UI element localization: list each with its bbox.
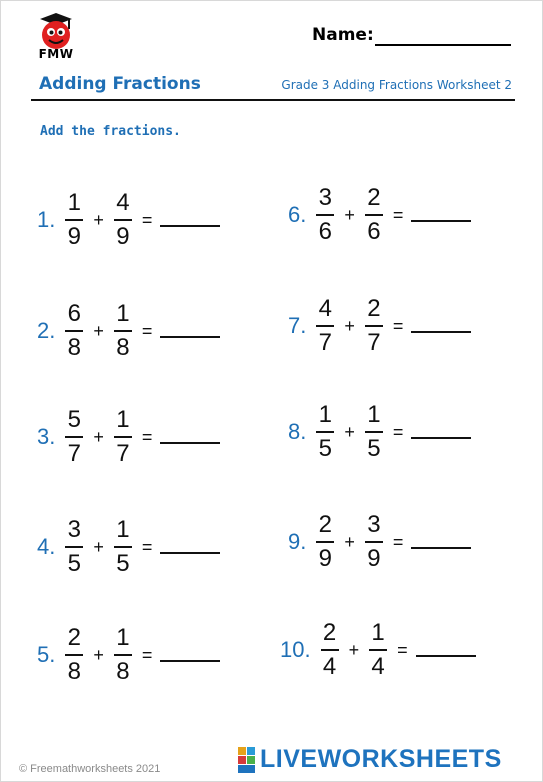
numerator: 2 <box>367 295 381 322</box>
denominator: 7 <box>367 329 381 356</box>
fraction-bar <box>369 649 387 651</box>
fraction-bar <box>114 219 132 221</box>
answer-blank[interactable] <box>160 336 220 338</box>
denominator: 9 <box>318 545 333 572</box>
numerator: 4 <box>318 295 333 322</box>
fraction-bar <box>316 325 334 327</box>
problem-2 <box>37 291 220 371</box>
numerator: 1 <box>318 401 333 428</box>
equals-sign: = <box>141 320 153 341</box>
numerator: 3 <box>67 516 82 543</box>
problem-number: 4. <box>37 534 56 559</box>
problem-10 <box>280 610 476 690</box>
plus-sign: + <box>344 315 355 336</box>
fraction-bar <box>365 214 383 216</box>
answer-blank[interactable] <box>160 660 220 662</box>
instructions: Add the fractions. <box>40 124 181 139</box>
page-title: Adding Fractions <box>39 74 201 94</box>
fraction-bar <box>65 546 83 548</box>
numerator: 1 <box>116 516 130 543</box>
answer-blank[interactable] <box>160 225 220 227</box>
denominator: 6 <box>318 218 333 245</box>
fraction-bar <box>365 325 383 327</box>
page-subtitle: Grade 3 Adding Fractions Worksheet 2 <box>281 78 512 92</box>
fraction <box>112 624 134 686</box>
answer-blank[interactable] <box>411 437 471 439</box>
numerator: 1 <box>116 624 130 651</box>
numerator: 1 <box>116 300 130 327</box>
problem-5 <box>37 615 220 695</box>
fraction-bar <box>316 214 334 216</box>
problem-4 <box>37 507 220 587</box>
equals-sign: = <box>141 209 153 230</box>
header-divider <box>31 99 515 101</box>
equals-sign: = <box>392 531 404 552</box>
numerator: 2 <box>367 184 381 211</box>
fraction <box>63 189 85 251</box>
answer-blank[interactable] <box>411 547 471 549</box>
fraction <box>314 184 336 246</box>
fraction <box>112 300 134 362</box>
fraction <box>112 189 134 251</box>
plus-sign: + <box>93 320 104 341</box>
numerator: 5 <box>67 406 82 433</box>
denominator: 6 <box>367 218 381 245</box>
problem-1 <box>37 180 220 260</box>
denominator: 8 <box>116 658 130 685</box>
fraction-bar <box>365 541 383 543</box>
equals-sign: = <box>392 315 404 336</box>
numerator: 2 <box>318 511 333 538</box>
fraction-bar <box>65 654 83 656</box>
equals-sign: = <box>141 644 153 665</box>
denominator: 5 <box>367 435 381 462</box>
problem-number: 6. <box>288 202 307 227</box>
numerator: 1 <box>371 619 385 646</box>
plus-sign: + <box>93 536 104 557</box>
denominator: 4 <box>322 653 337 680</box>
problem-number: 3. <box>37 424 56 449</box>
plus-sign: + <box>344 204 355 225</box>
denominator: 8 <box>67 334 82 361</box>
plus-sign: + <box>93 209 104 230</box>
denominator: 9 <box>367 545 381 572</box>
denominator: 7 <box>318 329 333 356</box>
fraction <box>63 406 85 468</box>
problem-number: 1. <box>37 207 56 232</box>
numerator: 3 <box>318 184 333 211</box>
problem-number: 9. <box>288 529 307 554</box>
brand-text: LIVEWORKSHEETS <box>260 745 502 773</box>
fraction-bar <box>114 546 132 548</box>
equals-sign: = <box>141 536 153 557</box>
problem-7 <box>288 286 471 366</box>
numerator: 1 <box>67 189 82 216</box>
fraction-bar <box>365 431 383 433</box>
answer-blank[interactable] <box>160 442 220 444</box>
denominator: 7 <box>116 440 130 467</box>
plus-sign: + <box>348 639 360 660</box>
problem-number: 8. <box>288 419 307 444</box>
problem-8 <box>288 392 471 472</box>
fraction-bar <box>114 330 132 332</box>
plus-sign: + <box>344 531 355 552</box>
fraction-bar <box>316 431 334 433</box>
fraction <box>314 401 336 463</box>
equals-sign: = <box>141 426 153 447</box>
numerator: 4 <box>116 189 130 216</box>
numerator: 2 <box>67 624 82 651</box>
denominator: 8 <box>116 334 130 361</box>
logo-text: FMW <box>38 47 74 61</box>
numerator: 1 <box>116 406 130 433</box>
denominator: 5 <box>318 435 333 462</box>
fraction <box>319 619 341 681</box>
fraction <box>367 619 389 681</box>
problem-6 <box>288 175 471 255</box>
equals-sign: = <box>397 639 408 660</box>
fraction <box>363 184 385 246</box>
fraction-bar <box>316 541 334 543</box>
copyright-text: © Freemathworksheets 2021 <box>19 763 161 775</box>
problem-number: 10. <box>280 637 311 662</box>
name-label: Name: <box>312 25 374 45</box>
fraction-bar <box>114 654 132 656</box>
denominator: 5 <box>116 550 130 577</box>
problem-number: 7. <box>288 313 307 338</box>
denominator: 8 <box>67 658 82 685</box>
name-field[interactable] <box>375 44 511 46</box>
fraction-bar <box>65 436 83 438</box>
fraction-bar <box>65 330 83 332</box>
denominator: 9 <box>116 223 130 250</box>
numerator: 6 <box>67 300 82 327</box>
plus-sign: + <box>93 426 104 447</box>
answer-blank[interactable] <box>416 655 476 657</box>
denominator: 7 <box>67 440 82 467</box>
problem-9 <box>288 502 471 582</box>
problem-number: 5. <box>37 642 56 667</box>
numerator: 3 <box>367 511 381 538</box>
equals-sign: = <box>392 421 404 442</box>
numerator: 2 <box>322 619 337 646</box>
liveworksheets-brand[interactable] <box>238 745 502 774</box>
equals-sign: = <box>392 204 404 225</box>
fraction-bar <box>321 649 339 651</box>
fraction <box>63 516 85 578</box>
denominator: 4 <box>371 653 385 680</box>
fraction <box>63 300 85 362</box>
denominator: 5 <box>67 550 82 577</box>
fraction-bar <box>114 436 132 438</box>
denominator: 9 <box>67 223 82 250</box>
problem-number: 2. <box>37 318 56 343</box>
fraction <box>363 401 385 463</box>
fraction <box>363 511 385 573</box>
plus-sign: + <box>344 421 355 442</box>
numerator: 1 <box>367 401 381 428</box>
fraction <box>63 624 85 686</box>
answer-blank[interactable] <box>160 552 220 554</box>
fraction <box>314 295 336 357</box>
answer-blank[interactable] <box>411 331 471 333</box>
fraction <box>112 516 134 578</box>
fraction-bar <box>65 219 83 221</box>
fraction <box>112 406 134 468</box>
answer-blank[interactable] <box>411 220 471 222</box>
plus-sign: + <box>93 644 104 665</box>
fraction <box>314 511 336 573</box>
liveworksheets-logo-icon <box>238 747 256 773</box>
fraction <box>363 295 385 357</box>
problem-3 <box>37 397 220 477</box>
